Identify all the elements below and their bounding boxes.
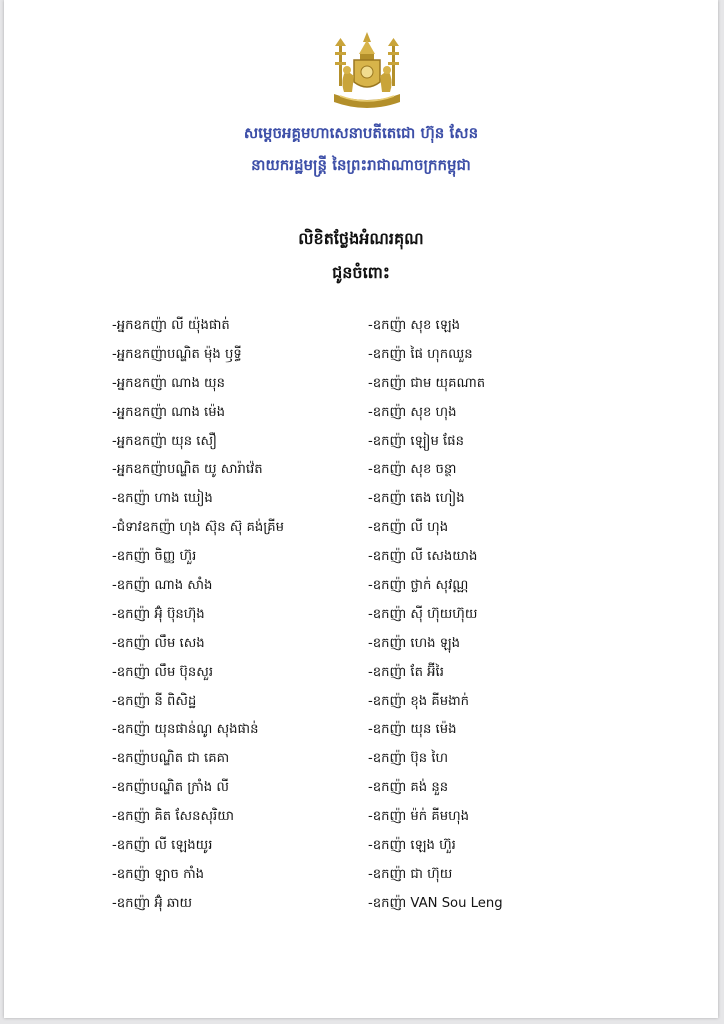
recipient-list-left xyxy=(112,312,284,919)
recipient-item: -ឧកញ៉ា នី ពិសិដ្ឋ xyxy=(112,693,197,709)
header-sender-name: សម្តេចអគ្គមហាសេនាបតីតេជោ ហ៊ុន សែន xyxy=(243,124,479,142)
letter-page xyxy=(4,0,718,1018)
recipient-item: -ឧកញ៉ា ហាង ឃៀង xyxy=(112,491,213,507)
recipient-item: -ឧកញ៉ា ប៊ុន ហៃ xyxy=(368,751,449,767)
recipient-item: -អ្នកឧកញ៉ាបណ្ឌិត យូ សារ៉ាវ៉េត xyxy=(112,462,263,478)
recipient-item: -ឧកញ៉ា លី ហុង xyxy=(368,520,449,536)
recipient-item: -ឧកញ៉ាបណ្ឌិត ជា គេគា xyxy=(112,751,230,767)
recipient-item: -ឧកញ៉ា ហេង ឡុង xyxy=(368,635,461,651)
recipient-item: -ឧកញ៉ា លី ឡេងយូរ xyxy=(112,838,213,854)
recipient-item: -ឧកញ៉ា ថ្លាក់ សុវណ្ណ xyxy=(368,578,469,594)
recipient-item: -ឧកញ៉ា គិត សែនសុរិយា xyxy=(112,809,234,825)
header-sender-title: នាយករដ្ឋមន្ត្រី នៃព្រះរាជាណាចក្រកម្ពុជា xyxy=(251,156,471,174)
recipient-item: -ឧកញ៉ា អ៊ុំ ឆាយ xyxy=(112,895,193,911)
recipient-item: -ឧកញ៉ា ជា ហ៊ុយ xyxy=(368,866,453,882)
recipient-item: -អ្នកឧកញ៉ា ណាង យុន xyxy=(112,375,225,391)
royal-coat-of-arms-icon xyxy=(326,30,408,114)
recipient-item: -ឧកញ៉ា ផៃ ហុកឈួន xyxy=(368,346,473,362)
recipient-item: -ឧកញ៉ាបណ្ឌិត ក្រាំង លី xyxy=(112,780,229,796)
recipient-item: -ឧកញ៉ា តេង ហៀង xyxy=(368,491,465,507)
recipient-item: -ឧកញ៉ា លី សេងយាង xyxy=(368,549,478,565)
recipient-item: -ឧកញ៉ា សុខ ហុង xyxy=(368,404,457,420)
recipient-item: -ឧកញ៉ា យុនផាន់ណូ សុងផាន់ xyxy=(112,722,259,738)
recipient-item: -ឧកញ៉ា គង់ នួន xyxy=(368,780,449,796)
recipient-item: -ឧកញ៉ា តែ អ៊ីរៃ xyxy=(368,664,444,680)
letter-subtitle: ជូនចំពោះ xyxy=(332,263,390,282)
recipient-item: -ឧកញ៉ា ស៊ី ហ៊ុយហ៊ុយ xyxy=(368,606,478,622)
recipient-item: -ឧកញ៉ា យុន ម៉េង xyxy=(368,722,457,738)
recipient-item: -ឧកញ៉ា ជាម យុគណាត xyxy=(368,375,486,391)
letter-title: លិខិតថ្លែងអំណរគុណ xyxy=(298,229,424,248)
recipient-item: -ឧកញ៉ា សុខ ចន្ថា xyxy=(368,462,457,478)
recipient-item: -អ្នកឧកញ៉ា យុន សឿ xyxy=(112,433,217,449)
recipient-item: -អ្នកឧកញ៉ា លី យ៉ុងផាត់ xyxy=(112,318,230,333)
recipient-item: -ឧកញ៉ា ឡេង ហ៊ួរ xyxy=(368,838,456,854)
recipient-item: -ឧកញ៉ា លឹម សេង xyxy=(112,635,205,651)
recipient-item: -ឧកញ៉ា ណាង សាំង xyxy=(112,578,213,594)
recipient-item: -អ្នកឧកញ៉ា ណាង ម៉េង xyxy=(112,404,225,420)
recipient-item: -ឧកញ៉ា អ៊ុំ ប៊ុនហ៊ុង xyxy=(112,606,205,622)
recipient-item: -ឧកញ៉ា ឡៀម ផែន xyxy=(368,433,464,449)
recipient-item: -ឧកញ៉ា ចិញ្ញ ហ៊ួរ xyxy=(112,549,197,565)
recipient-item: -ឧកញ៉ា ឡាច កាំង xyxy=(112,866,205,882)
recipient-item: -អ្នកឧកញ៉ាបណ្ឌិត ម៉ុង ឫទ្ធី xyxy=(112,346,242,362)
recipient-item: -ឧកញ៉ា ខុង គីមងាក់ xyxy=(368,693,470,709)
recipient-item: -ជំទាវឧកញ៉ា ហុង ស៊ុន ស៊ុ គង់គ្រីម xyxy=(112,520,284,536)
recipient-item: -ឧកញ៉ា ម៉ក់ គីមហុង xyxy=(368,809,470,825)
recipient-list-right xyxy=(368,312,503,919)
recipient-item: -ឧកញ៉ា VAN Sou Leng xyxy=(368,895,503,911)
recipient-item: -ឧកញ៉ា សុខ ឡេង xyxy=(368,318,461,333)
recipient-item: -ឧកញ៉ា លឹម ប៊ុនសួរ xyxy=(112,664,214,680)
